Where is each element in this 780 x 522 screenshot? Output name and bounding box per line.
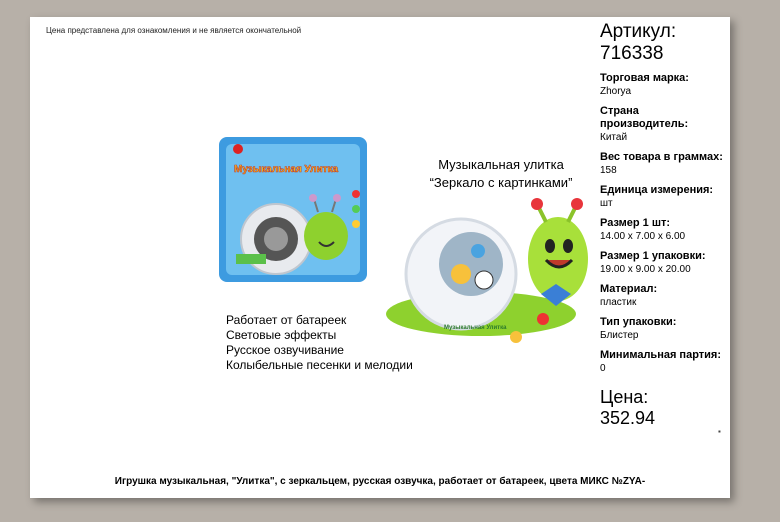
spec-list	[600, 72, 730, 375]
spec-item	[600, 250, 730, 276]
spec-label: Страна производитель:	[600, 105, 689, 130]
spec-item	[600, 72, 730, 98]
product-card	[30, 17, 730, 498]
article-label: Артикул:	[600, 21, 677, 42]
spec-label: Единица измерения:	[600, 184, 714, 196]
spec-item	[600, 184, 730, 210]
spec-item	[600, 151, 730, 177]
feature-item: Русское озвучивание	[226, 343, 344, 357]
feature-item: Работает от батареек	[226, 313, 347, 327]
product-title: Игрушка музыкальная, "Улитка", с зеркальцем, русская озвучка, работает от батареек, цвета МИКС №ZYA-	[114, 476, 646, 487]
spec-value: пластик	[600, 297, 637, 308]
spec-panel	[600, 21, 730, 429]
price-value: 352.94	[600, 408, 656, 428]
spec-label: Материал:	[600, 283, 658, 295]
spec-item	[600, 217, 730, 243]
spec-label: Торговая марка:	[600, 72, 689, 84]
spec-label: Тип упаковки:	[600, 316, 677, 328]
price-label: Цена:	[600, 387, 649, 407]
spec-value: Блистер	[600, 330, 639, 341]
spec-value: 158	[600, 165, 617, 176]
price-disclaimer: Цена представлена для ознакомления и не является окончательной	[46, 26, 302, 35]
spec-value: Китай	[600, 132, 628, 143]
spec-label: Минимальная партия:	[600, 349, 721, 361]
feature-item: Колыбельные песенки и мелодии	[226, 358, 413, 372]
snail-toy	[386, 198, 588, 343]
spec-value: 19.00 x 9.00 x 20.00	[600, 264, 691, 275]
package-title: Музыкальная Улитка	[234, 164, 339, 175]
spec-item	[600, 316, 730, 342]
spec-label: Размер 1 упаковки:	[600, 250, 706, 262]
blister-package	[219, 137, 367, 282]
spec-label: Размер 1 шт:	[600, 217, 671, 229]
product-image	[216, 134, 601, 374]
spec-value: шт	[600, 198, 613, 209]
toy-label: Музыкальная Улитка	[444, 325, 507, 331]
article-number: 716338	[600, 43, 664, 64]
spec-value: 14.00 x 7.00 x 6.00	[600, 231, 686, 242]
product-headline-1: Музыкальная улитка	[438, 157, 564, 172]
spec-item	[600, 349, 730, 375]
product-headline-2: “Зеркало с картинками”	[429, 175, 573, 190]
dot-marker: ▪	[718, 427, 721, 436]
feature-item: Световые эффекты	[226, 328, 337, 342]
spec-value: 0	[600, 363, 606, 374]
spec-label: Вес товара в граммах:	[600, 151, 723, 163]
spec-item	[600, 105, 730, 144]
spec-value: Zhorya	[600, 86, 632, 97]
spec-item	[600, 283, 730, 309]
